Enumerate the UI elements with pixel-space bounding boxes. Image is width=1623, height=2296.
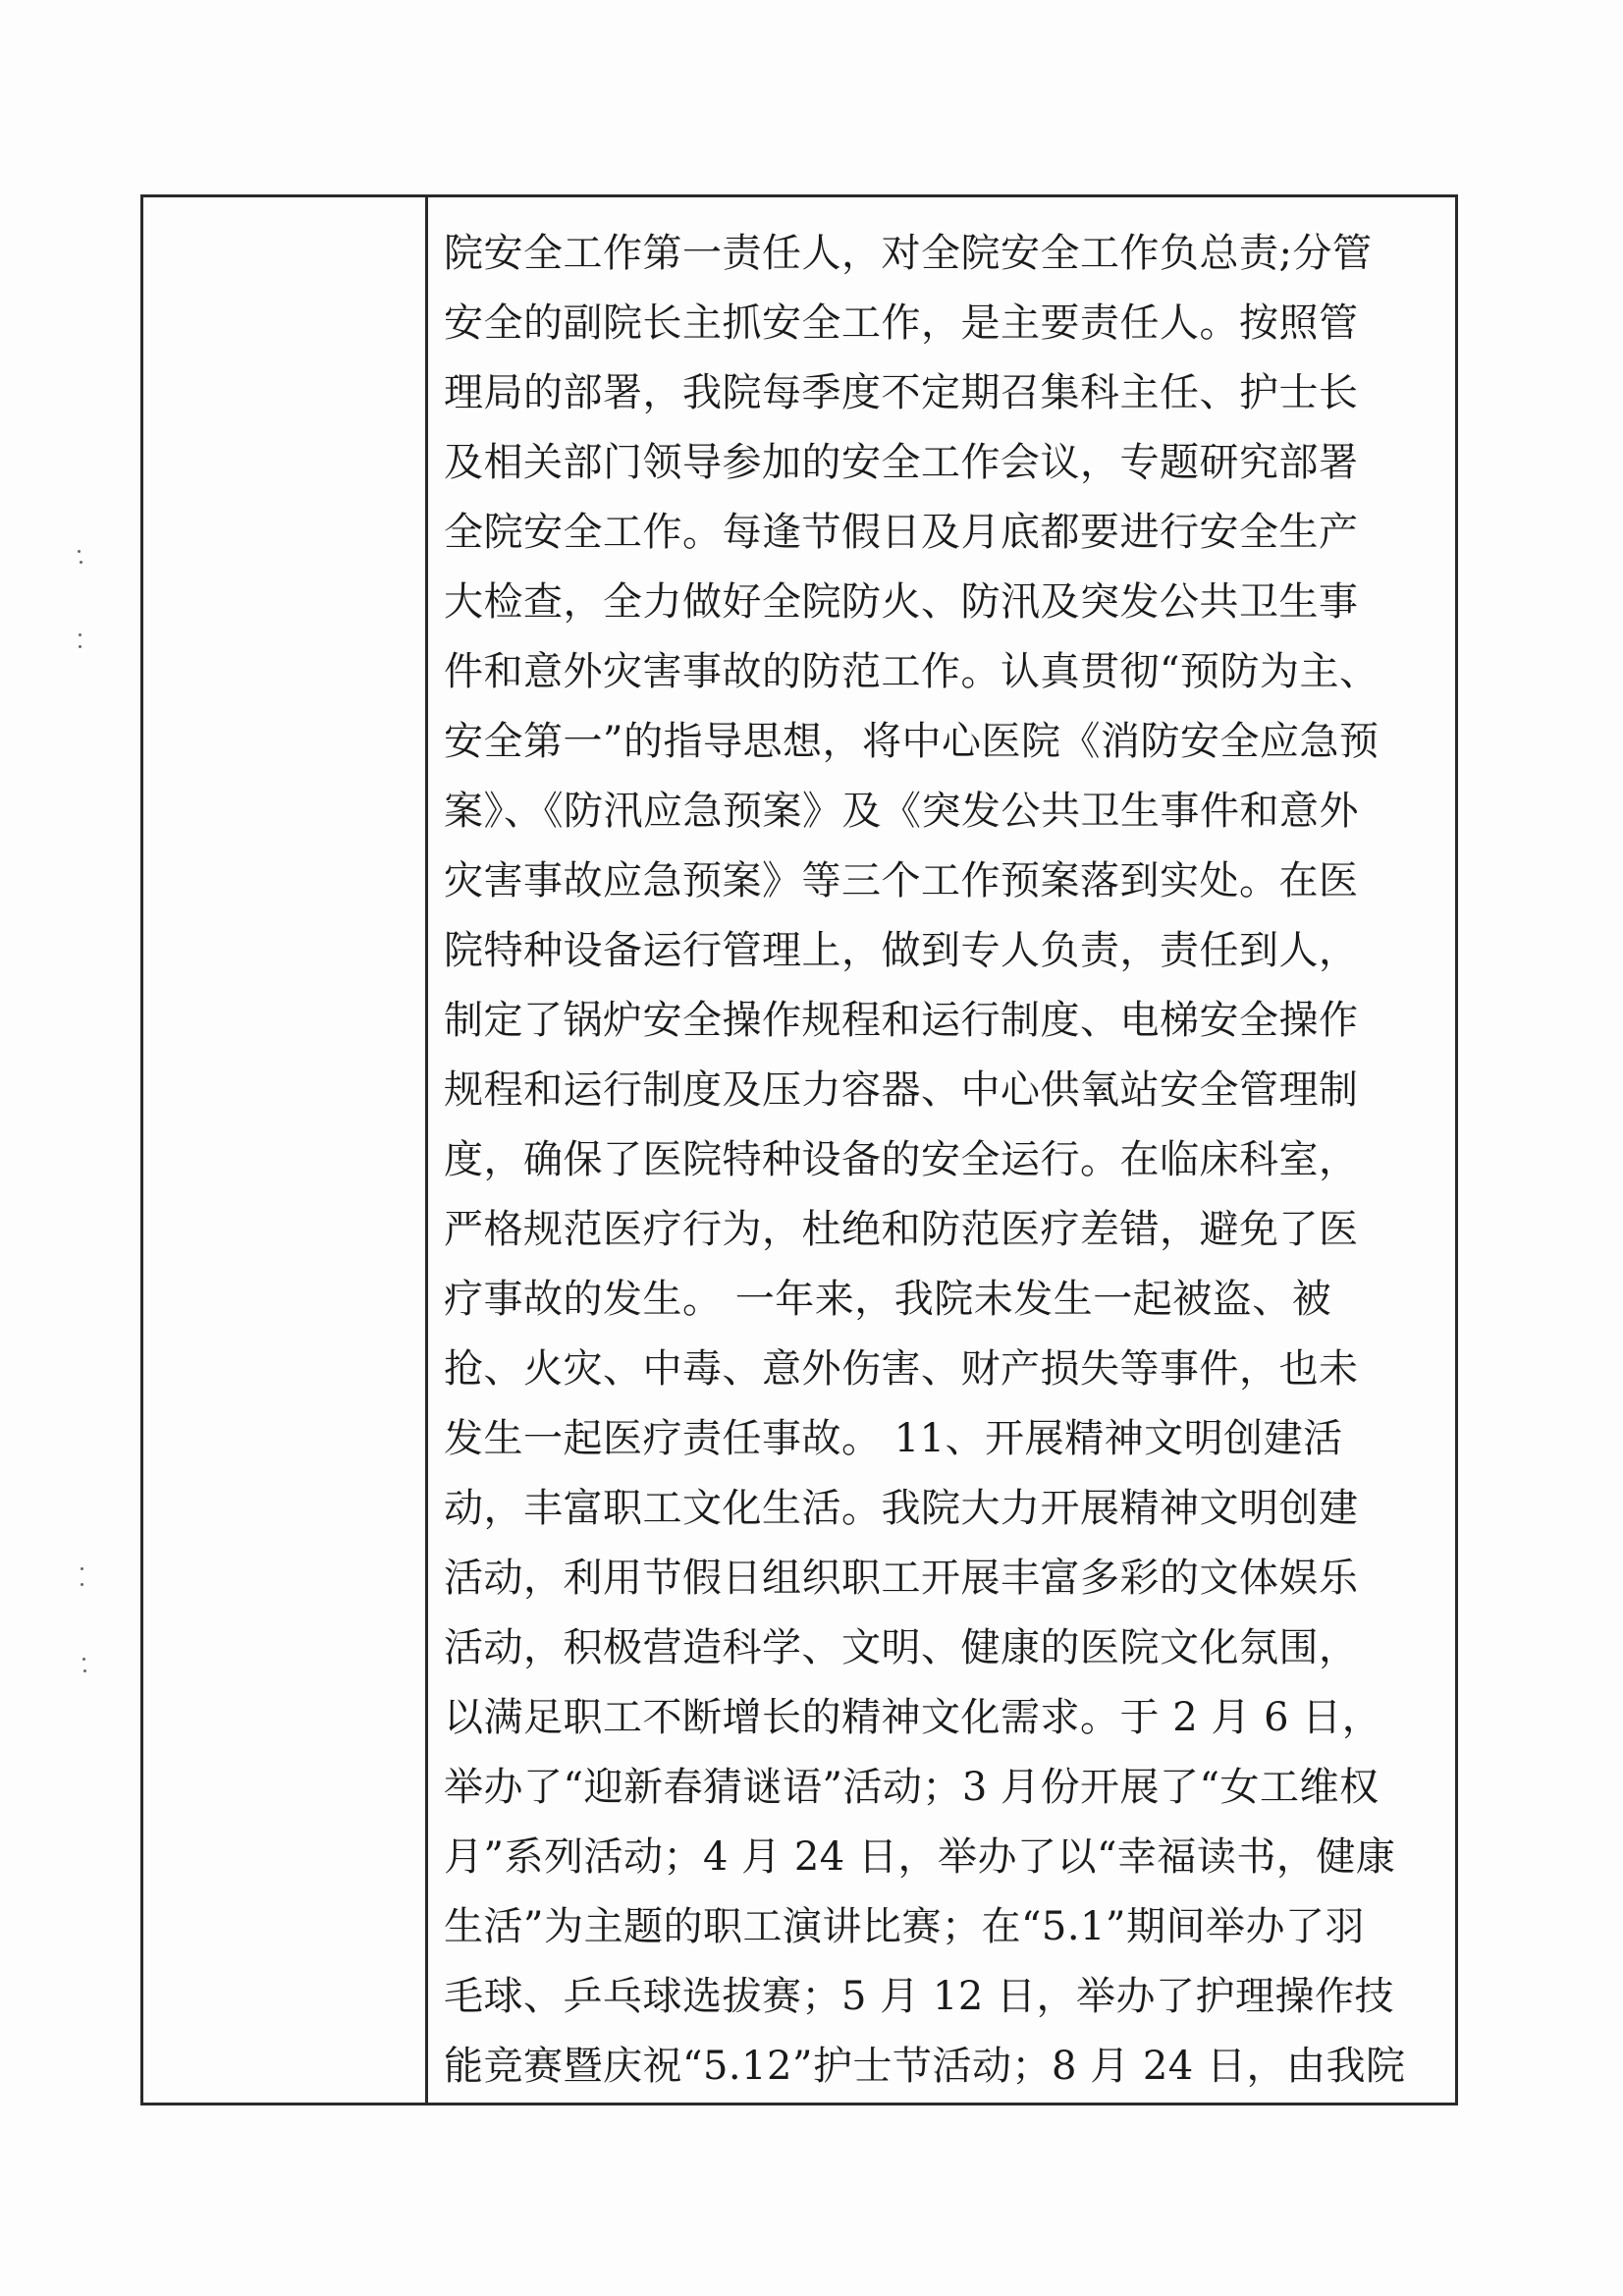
- scan-mark: [81, 1567, 83, 1570]
- body-text-line: 件和意外灾害事故的防范工作。认真贯彻“预防为主、: [444, 649, 1380, 694]
- table-content-cell: [428, 197, 1455, 2103]
- form-table: [140, 194, 1458, 2105]
- body-text-line: 灾害事故应急预案》等三个工作预案落到实处。在医: [444, 858, 1359, 903]
- body-text-line: 严格规范医疗行为，杜绝和防范医疗差错，避免了医: [444, 1207, 1359, 1252]
- body-text-line: 以满足职工不断增长的精神文化需求。于 2 月 6 日，: [444, 1695, 1382, 1740]
- body-text-line: 大检查，全力做好全院防火、防汛及突发公共卫生事: [444, 579, 1359, 625]
- body-text-line: 举办了“迎新春猜谜语”活动；3 月份开展了“女工维权: [444, 1765, 1380, 1810]
- body-text-line: 动，丰富职工文化生活。我院大力开展精神文明创建: [444, 1486, 1359, 1531]
- body-text-line: 能竞赛暨庆祝“5.12”护士节活动；8 月 24 日，由我院: [444, 2044, 1406, 2089]
- body-text-line: 安全第一”的指导思想，将中心医院《消防安全应急预: [444, 719, 1380, 764]
- scan-mark: [79, 633, 81, 636]
- body-text-line: 院特种设备运行管理上，做到专人负责，责任到人，: [444, 928, 1359, 973]
- body-text-line: 疗事故的发生。 一年来，我院未发生一起被盗、被: [444, 1277, 1332, 1322]
- scan-mark: [82, 1658, 85, 1661]
- body-text-line: 理局的部署，我院每季度不定期召集科主任、护士长: [444, 370, 1359, 415]
- body-text-line: 及相关部门领导参加的安全工作会议，专题研究部署: [444, 440, 1359, 485]
- body-text-line: 制定了锅炉安全操作规程和运行制度、电梯安全操作: [444, 998, 1359, 1043]
- body-text-line: 月”系列活动；4 月 24 日，举办了以“幸福读书，健康: [444, 1834, 1396, 1880]
- body-text-line: 安全的副院长主抓安全工作，是主要责任人。按照管: [444, 301, 1359, 346]
- body-text-line: 抢、火灾、中毒、意外伤害、财产损失等事件，也未: [444, 1346, 1359, 1392]
- body-text-line: 活动，利用节假日组织职工开展丰富多彩的文体娱乐: [444, 1556, 1359, 1601]
- scan-mark: [81, 1583, 83, 1586]
- table-label-cell: [143, 197, 428, 2103]
- scan-mark: [79, 645, 81, 648]
- body-text-line: 生活”为主题的职工演讲比赛；在“5.1”期间举办了羽: [444, 1904, 1365, 1949]
- body-text-line: 规程和运行制度及压力容器、中心供氧站安全管理制: [444, 1067, 1359, 1113]
- body-text-line: 度，确保了医院特种设备的安全运行。在临床科室，: [444, 1137, 1359, 1182]
- scan-mark: [83, 1669, 86, 1672]
- scan-mark: [78, 550, 81, 553]
- body-text-line: 院安全工作第一责任人，对全院安全工作负总责;分管: [444, 231, 1373, 276]
- body-text-line: 案》、《防汛应急预案》及《突发公共卫生事件和意外: [444, 789, 1359, 834]
- scan-mark: [80, 561, 82, 564]
- body-text-line: 活动，积极营造科学、文明、健康的医院文化氛围，: [444, 1625, 1359, 1670]
- body-text-line: 毛球、乒乓球选拔赛；5 月 12 日，举办了护理操作技: [444, 1974, 1394, 2019]
- body-text-line: 全院安全工作。每逢节假日及月底都要进行安全生产: [444, 510, 1359, 555]
- body-text-line: 发生一起医疗责任事故。 11、开展精神文明创建活: [444, 1416, 1343, 1461]
